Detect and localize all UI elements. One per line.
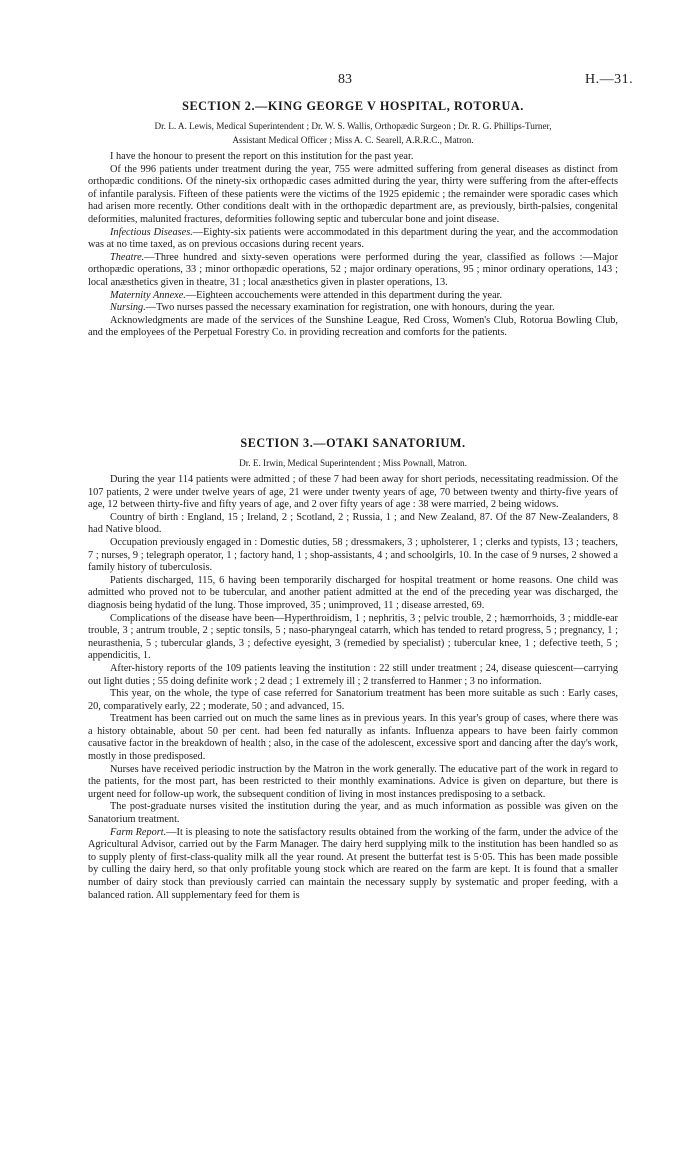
section-king-george-hospital	[88, 98, 618, 340]
paragraph	[88, 713, 618, 763]
paragraph	[88, 512, 618, 537]
paragraph-text: Patients discharged, 115, 6 having been temporarily discharged for hospital treatment or home reasons. One child was admitted who proved not to be tubercular, and another patient admitted at the end of the preceding year was discharged, the diagnosis being hydatid of the lung. Those improved, 35 ; unimproved, 11 ; disease arrested, 69.	[88, 574, 618, 611]
paragraph	[88, 827, 618, 903]
paragraph-text: I have the honour to present the report on this institution for the past year.	[110, 151, 414, 162]
paragraph-text: —Eighty-six patients were accommodated in this department during the year, and the accommodation was at no time taxed, as on previous occasions during recent years.	[88, 226, 618, 251]
paragraph	[88, 164, 618, 227]
section-body	[88, 151, 618, 340]
paragraph	[88, 302, 618, 315]
paragraph-text: —Eighteen accouchements were attended in this department during the year.	[185, 289, 503, 301]
section-title: SECTION 3.—OTAKI SANATORIUM.	[240, 436, 466, 450]
page-number: 83	[338, 72, 352, 87]
paragraph-text: After-history reports of the 109 patients leaving the institution : 22 still under treatment ; 24, disease quiescent—carrying out light duties ; 55 doing definite work ; 2 dead ; 1 extremely ill ; 2 transferred to Hanmer ; 3 no information.	[88, 662, 618, 687]
section-otaki-sanatorium	[88, 435, 618, 902]
paragraph	[88, 575, 618, 613]
paragraph-text: This year, on the whole, the type of case referred for Sanatorium treatment has been more suitable as such : Early cases, 20, comparatively early, 22 ; moderate, 50 ; and advanced, 15.	[88, 688, 618, 712]
staff-line: Dr. L. A. Lewis, Medical Superintendent ; Dr. W. S. Wallis, Orthopædic Surgeon ; Dr. R. G. Phillips-Turner,	[154, 121, 552, 131]
paragraph-text: During the year 114 patients were admitted ; of these 7 had been away for short periods, necessitating readmission. Of the 107 patients, 2 were under twelve years of age, 21 were under twenty years of age, 70 between twenty and thirty-five years of age, 12 between thirty-five and fifty years of age, and 2 over fifty years of age : 38 were married, 2 being widows.	[88, 474, 618, 511]
section-body	[88, 474, 618, 902]
paragraph-text: —Two nurses passed the necessary examination for registration, one with honours, during the year.	[145, 302, 555, 314]
section-title: SECTION 2.—KING GEORGE V HOSPITAL, ROTORUA.	[182, 99, 524, 113]
paragraph	[88, 613, 618, 663]
paragraph	[88, 290, 618, 303]
paragraph-text: —It is pleasing to note the satisfactory results obtained from the working of the farm, under the advice of the Agricultural Advisor, carried out by the Farm Manager. The dairy herd supplying milk to the institution has been handled so as to supply plenty of first-class-quality milk all the year round. At present the butterfat test is 5·05. This has been made possible by culling the dairy herd, so that only profitable young stock which are reared on the farm are kept. It is found that a smaller number of dairy stock than previously carried can maintain the necessary supply by systematic and proper feeding, with a balanced ration. All supplementary feed for them is	[88, 826, 618, 901]
paragraph	[88, 252, 618, 290]
paragraph-text: The post-graduate nurses visited the institution during the year, and as much information as possible was given on the Sanatorium treatment.	[88, 801, 618, 826]
paragraph-heading: Infectious Diseases.	[110, 226, 193, 238]
page-header	[0, 72, 700, 92]
paragraph-heading: Maternity Annexe.	[110, 289, 186, 301]
staff-list	[88, 119, 618, 147]
paragraph	[88, 474, 618, 512]
paragraph-text: Country of birth : England, 15 ; Ireland, 2 ; Scotland, 2 ; Russia, 1 ; and New Zealand, 87. Of the 87 New-Zealanders, 8 had Native blood.	[88, 511, 618, 536]
paragraph-text: Of the 996 patients under treatment during the year, 755 were admitted suffering from general diseases as distinct from orthopædic conditions. Of the ninety-six orthopædic cases admitted during the year, thirty were suffering from the after-effects of infantile paralysis. Fifteen of these patients were the victims of the 1925 epidemic ; the remainder were sporadic cases which had arisen more recently. Other conditions dealt with in the orthopædic department are, as previously, birth-palsies, congenital deformities, malunited fractures, deformities following septic and tubercular bone and joint disease.	[88, 163, 618, 225]
staff-line: Assistant Medical Officer ; Miss A. C. Searell, A.R.R.C., Matron.	[232, 135, 474, 145]
paragraph	[88, 315, 618, 340]
paragraph	[88, 151, 618, 164]
paragraph-heading: Farm Report.	[110, 826, 167, 838]
paragraph-heading: Theatre.	[110, 251, 145, 263]
paragraph	[88, 663, 618, 688]
paragraph	[88, 227, 618, 252]
paragraph	[88, 801, 618, 826]
paragraph	[88, 537, 618, 575]
paragraph	[88, 688, 618, 713]
paragraph-text: Acknowledgments are made of the services of the Sunshine League, Red Cross, Women's Club, Rotorua Bowling Club, and the employees of the Perpetual Forestry Co. in providing recreation and comforts for the patients.	[88, 314, 618, 339]
document-reference: H.—31.	[585, 72, 634, 87]
paragraph	[88, 764, 618, 802]
paragraph-text: Treatment has been carried out on much the same lines as in previous years. In this year's group of cases, where there was a history obtainable, about 50 per cent. had been fed naturally as infants. Influenza appears to have been fairly common causative factor in the breakdown of health ; also, in the case of the adolescent, excessive sport and dancing after the day's work, mostly in those predisposed.	[88, 713, 618, 763]
paragraph-heading: Nursing.	[110, 302, 146, 314]
paragraph-text: Complications of the disease have been—Hyperthroidism, 1 ; nephritis, 3 ; pelvic trouble, 2 ; hæmorrhoids, 3 ; middle-ear trouble, 3 ; antrum trouble, 2 ; septic tonsils, 5 ; naso-pharyngeal catarrh, which has tended to retard progress, 5 ; pregnancy, 1 ; neurasthenia, 5 ; tubercular glands, 3 ; defective eyesight, 3 (remedied by specialist) ; tubercular knee, 1 ; defective teeth, 5 ; appendicitis, 1.	[88, 612, 618, 662]
staff-list	[88, 456, 618, 470]
staff-line: Dr. E. Irwin, Medical Superintendent ; Miss Pownall, Matron.	[239, 458, 467, 468]
paragraph-text: —Three hundred and sixty-seven operations were performed during the year, classified as follows :—Major orthopædic operations, 33 ; minor orthopædic operations, 52 ; major ordinary operations, 95 ; minor ordinary operations, 143 ; local anæsthetics given in theatre, 31 ; local anæsthetics given in plaster operations, 13.	[88, 251, 618, 288]
paragraph-text: Nurses have received periodic instruction by the Matron in the work generally. The educative part of the work in regard to the patients, for the most part, has been restricted to their monthly examinations. Advice is given on departure, but there is urgent need for follow-up work, the subsequent condition of living in most instances predisposing to a setback.	[88, 763, 618, 800]
paragraph-text: Occupation previously engaged in : Domestic duties, 58 ; dressmakers, 3 ; upholsterer, 1 ; clerks and typists, 13 ; teachers, 7 ; nurses, 9 ; telegraph operator, 1 ; factory hand, 1 ; shop-assistants, 4 ; and schoolgirls, 10. In the case of 9 nurses, 2 showed a family history of tuberculosis.	[88, 536, 618, 574]
